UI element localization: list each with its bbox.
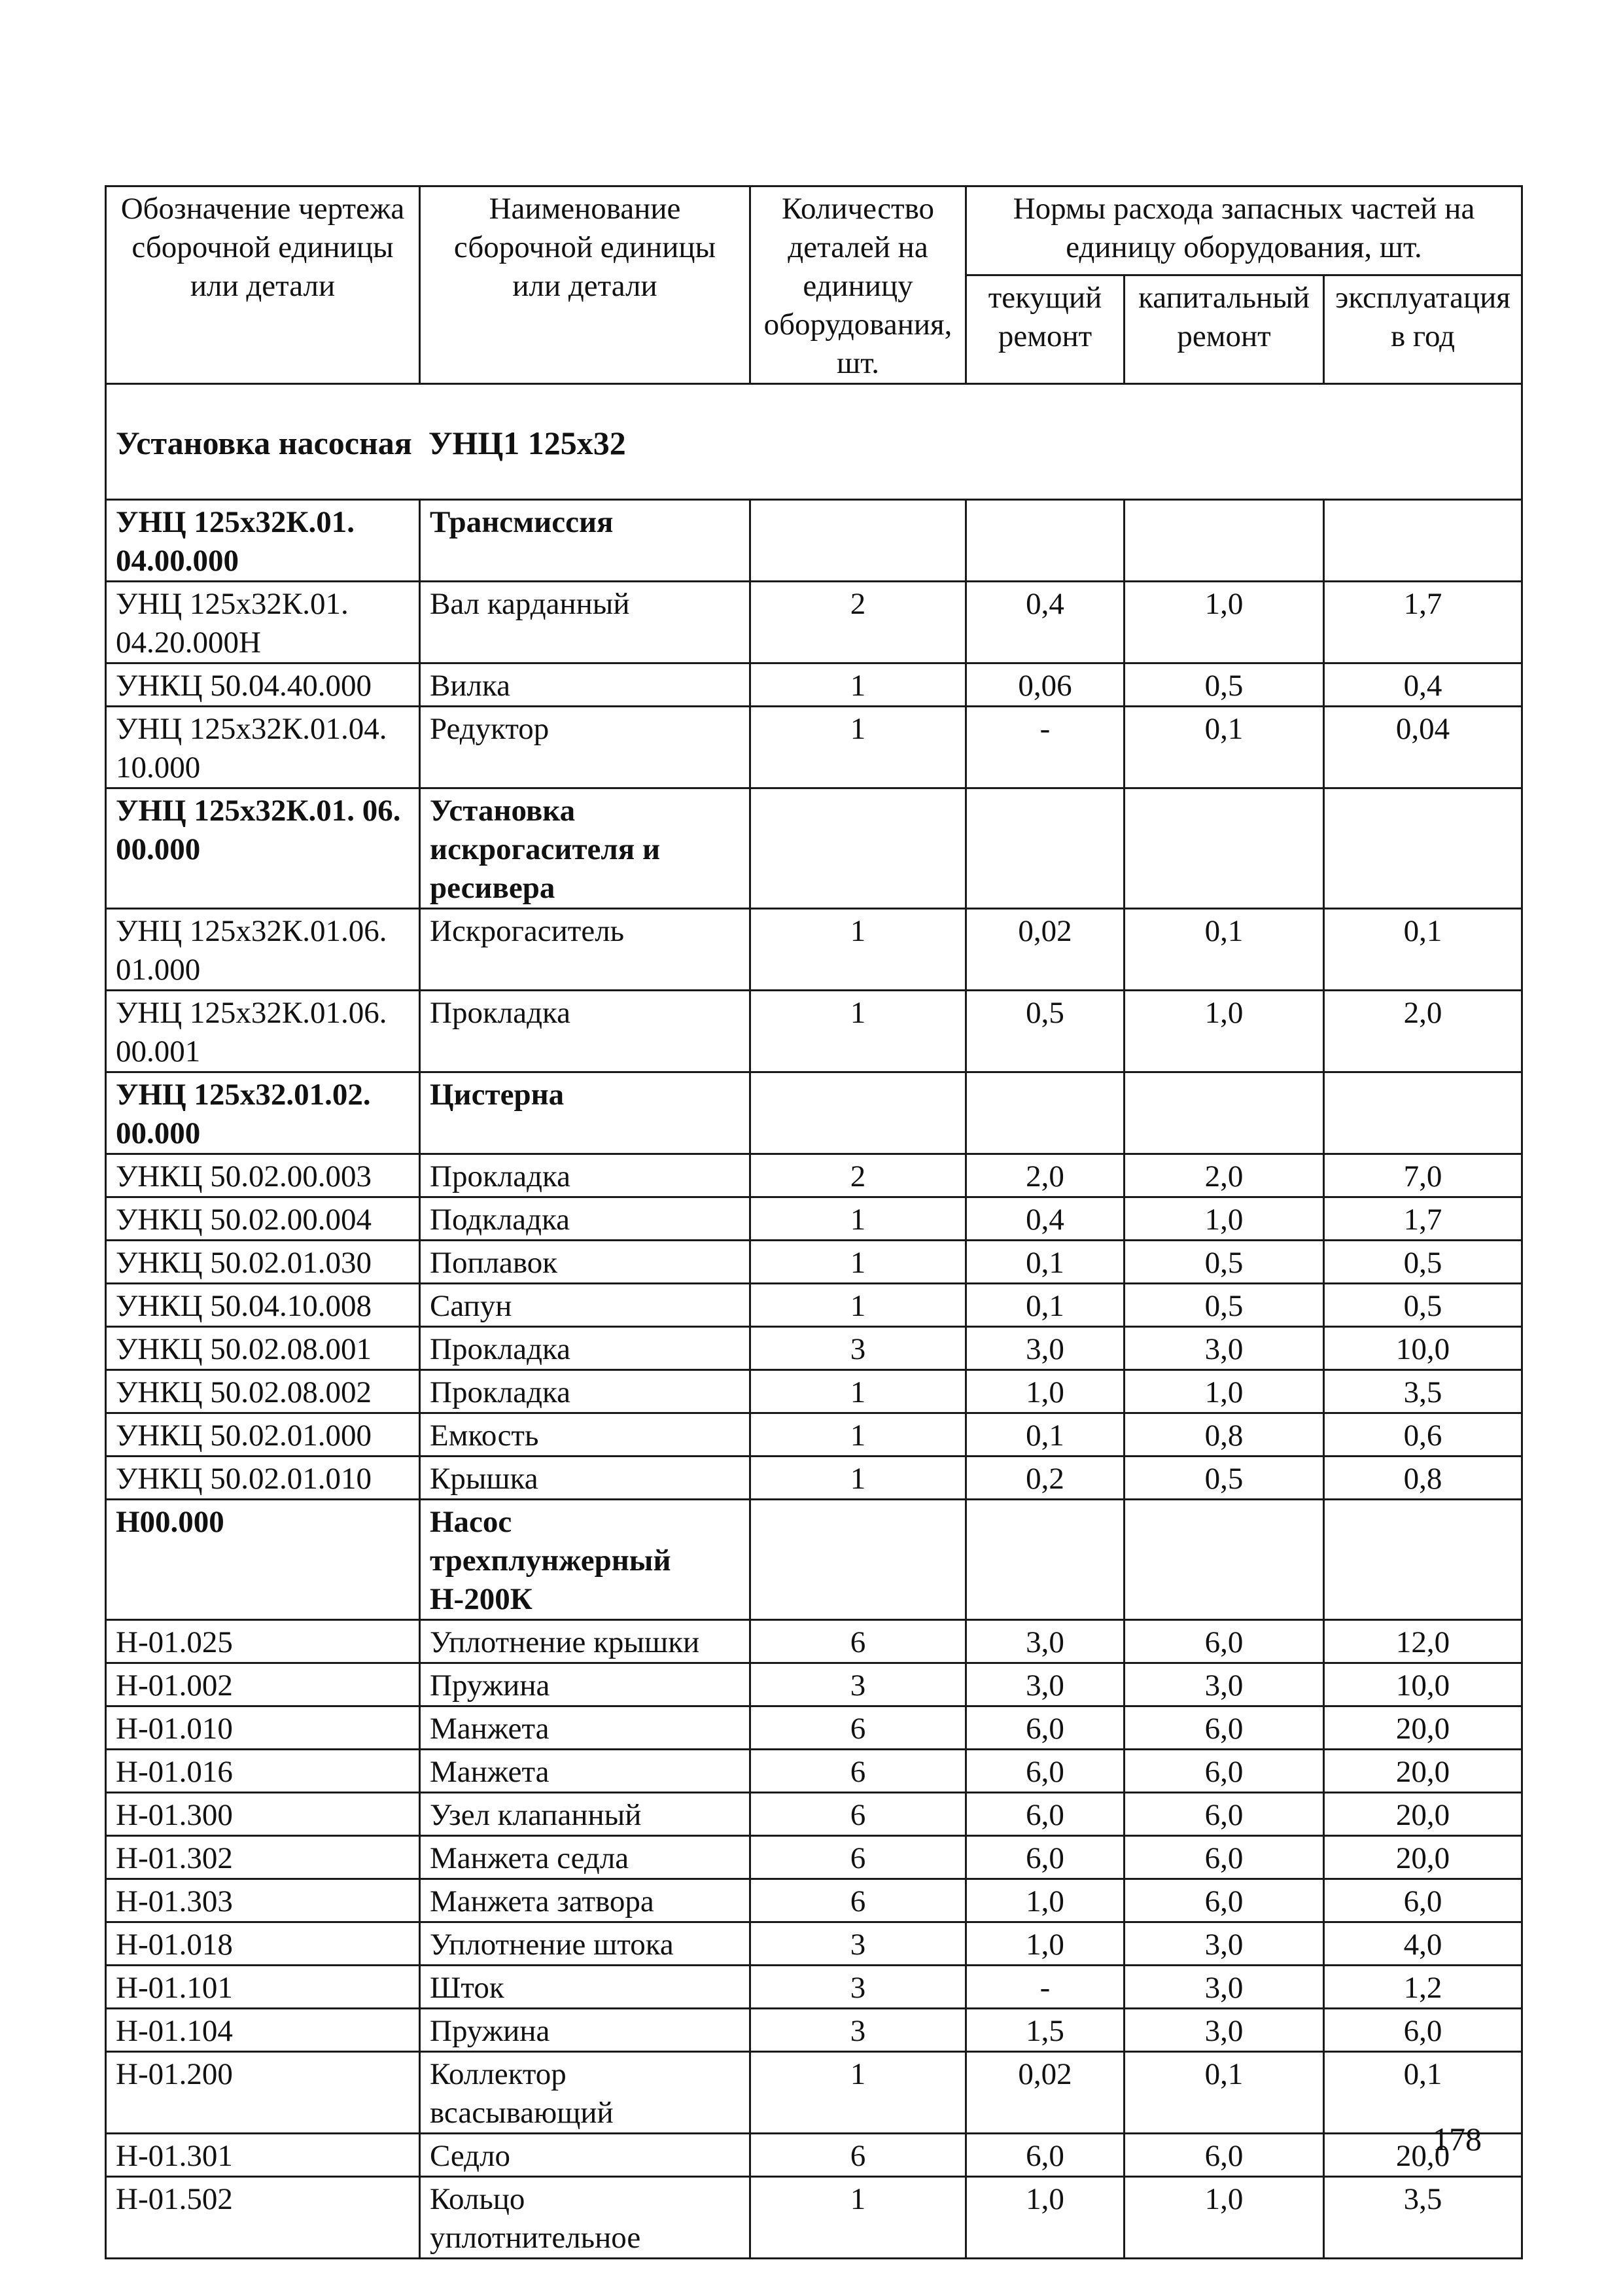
capital-repair-cell: 6,0 <box>1125 1706 1324 1750</box>
name-cell: Уплотнение штока <box>420 1922 750 1966</box>
current-repair-cell: 3,0 <box>966 1663 1125 1706</box>
current-repair-cell: 1,0 <box>966 2177 1125 2259</box>
drawing-cell: Н-01.018 <box>106 1922 420 1966</box>
quantity-cell: 1 <box>750 1284 966 1327</box>
quantity-cell: 3 <box>750 2009 966 2052</box>
table-row <box>106 500 1522 582</box>
current-repair-cell: 0,4 <box>966 1197 1125 1241</box>
table-row <box>106 1197 1522 1241</box>
current-repair-cell: 0,2 <box>966 1457 1125 1500</box>
drawing-cell: УНЦ 125х32К.01. 04.00.000 <box>106 500 420 582</box>
capital-repair-cell: 0,5 <box>1125 1457 1324 1500</box>
operation-cell: 0,5 <box>1324 1284 1522 1327</box>
operation-cell: 0,5 <box>1324 1241 1522 1284</box>
quantity-cell <box>750 500 966 582</box>
capital-repair-cell: 2,0 <box>1125 1154 1324 1197</box>
current-repair-cell: 6,0 <box>966 2134 1125 2177</box>
drawing-cell: Н-01.301 <box>106 2134 420 2177</box>
drawing-cell: УНКЦ 50.02.01.010 <box>106 1457 420 1500</box>
operation-cell: 10,0 <box>1324 1663 1522 1706</box>
current-repair-cell <box>966 1500 1125 1620</box>
drawing-cell: УНКЦ 50.02.01.030 <box>106 1241 420 1284</box>
drawing-cell: УНЦ 125х32К.01.04. 10.000 <box>106 707 420 788</box>
capital-repair-cell: 0,1 <box>1125 2052 1324 2134</box>
name-cell: Манжета <box>420 1706 750 1750</box>
current-repair-cell: 0,5 <box>966 991 1125 1072</box>
name-cell: Пружина <box>420 1663 750 1706</box>
name-cell: Емкость <box>420 1413 750 1457</box>
group-row <box>106 384 1522 500</box>
name-cell: Манжета седла <box>420 1836 750 1879</box>
operation-cell: 3,5 <box>1324 1370 1522 1413</box>
current-repair-cell <box>966 500 1125 582</box>
table-row <box>106 1663 1522 1706</box>
capital-repair-cell: 3,0 <box>1125 1663 1324 1706</box>
capital-repair-cell: 3,0 <box>1125 2009 1324 2052</box>
table-row <box>106 1750 1522 1793</box>
name-cell: Поплавок <box>420 1241 750 1284</box>
current-repair-cell: 0,06 <box>966 663 1125 707</box>
capital-repair-cell: 6,0 <box>1125 1793 1324 1836</box>
drawing-cell: Н-01.502 <box>106 2177 420 2259</box>
table-row <box>106 2134 1522 2177</box>
table-row <box>106 1370 1522 1413</box>
operation-cell: 2,0 <box>1324 991 1522 1072</box>
table-row <box>106 1241 1522 1284</box>
table-row <box>106 2009 1522 2052</box>
name-cell: Прокладка <box>420 1327 750 1370</box>
drawing-cell: УНКЦ 50.02.00.004 <box>106 1197 420 1241</box>
drawing-cell: Н-01.303 <box>106 1879 420 1922</box>
drawing-cell: Н-01.016 <box>106 1750 420 1793</box>
header-operation: эксплуатация в год <box>1324 275 1522 384</box>
capital-repair-cell: 6,0 <box>1125 1879 1324 1922</box>
name-cell: Пружина <box>420 2009 750 2052</box>
quantity-cell: 3 <box>750 1663 966 1706</box>
drawing-cell: УНЦ 125х32К.01.06. 01.000 <box>106 909 420 991</box>
capital-repair-cell: 6,0 <box>1125 1836 1324 1879</box>
name-cell: Прокладка <box>420 1370 750 1413</box>
table-row <box>106 1966 1522 2009</box>
operation-cell: 20,0 <box>1324 2134 1522 2177</box>
table-body <box>106 186 1522 2259</box>
quantity-cell: 6 <box>750 1620 966 1663</box>
capital-repair-cell <box>1125 500 1324 582</box>
quantity-cell: 3 <box>750 1966 966 2009</box>
quantity-cell: 1 <box>750 2177 966 2259</box>
quantity-cell: 1 <box>750 1241 966 1284</box>
name-cell: Манжета затвора <box>420 1879 750 1922</box>
name-cell: Редуктор <box>420 707 750 788</box>
capital-repair-cell: 6,0 <box>1125 1750 1324 1793</box>
header-norms: Нормы расхода запасных частей на единицу оборудования, шт. <box>966 186 1522 275</box>
table-row <box>106 1706 1522 1750</box>
name-cell: Вал карданный <box>420 582 750 663</box>
capital-repair-cell: 1,0 <box>1125 991 1324 1072</box>
drawing-cell: Н00.000 <box>106 1500 420 1620</box>
capital-repair-cell: 3,0 <box>1125 1327 1324 1370</box>
current-repair-cell: 6,0 <box>966 1706 1125 1750</box>
drawing-cell: УНЦ 125х32.01.02. 00.000 <box>106 1072 420 1154</box>
table-row <box>106 2052 1522 2134</box>
drawing-cell: УНКЦ 50.04.10.008 <box>106 1284 420 1327</box>
table-row <box>106 1284 1522 1327</box>
capital-repair-cell: 0,5 <box>1125 1241 1324 1284</box>
current-repair-cell: 0,4 <box>966 582 1125 663</box>
name-cell: Цистерна <box>420 1072 750 1154</box>
name-cell: Крышка <box>420 1457 750 1500</box>
drawing-cell: Н-01.200 <box>106 2052 420 2134</box>
current-repair-cell: 0,1 <box>966 1413 1125 1457</box>
current-repair-cell: 6,0 <box>966 1750 1125 1793</box>
capital-repair-cell <box>1125 788 1324 909</box>
quantity-cell: 6 <box>750 1879 966 1922</box>
capital-repair-cell: 1,0 <box>1125 2177 1324 2259</box>
current-repair-cell: 3,0 <box>966 1327 1125 1370</box>
operation-cell: 20,0 <box>1324 1750 1522 1793</box>
page-number: 178 <box>1433 2121 1482 2157</box>
name-cell: Установка искрогасителя и ресивера <box>420 788 750 909</box>
operation-cell <box>1324 1500 1522 1620</box>
capital-repair-cell <box>1125 1500 1324 1620</box>
capital-repair-cell: 0,1 <box>1125 909 1324 991</box>
operation-cell: 4,0 <box>1324 1922 1522 1966</box>
table-row <box>106 1500 1522 1620</box>
table-row <box>106 1793 1522 1836</box>
capital-repair-cell: 0,1 <box>1125 707 1324 788</box>
current-repair-cell: 0,02 <box>966 909 1125 991</box>
quantity-cell: 1 <box>750 1370 966 1413</box>
name-cell: Сапун <box>420 1284 750 1327</box>
quantity-cell <box>750 1500 966 1620</box>
name-cell: Прокладка <box>420 1154 750 1197</box>
drawing-cell: УНЦ 125х32К.01. 04.20.000Н <box>106 582 420 663</box>
header-current-repair: текущий ремонт <box>966 275 1125 384</box>
operation-cell: 0,1 <box>1324 2052 1522 2134</box>
header-capital-repair: капитальный ремонт <box>1125 275 1324 384</box>
operation-cell: 1,7 <box>1324 582 1522 663</box>
quantity-cell: 1 <box>750 707 966 788</box>
operation-cell: 1,7 <box>1324 1197 1522 1241</box>
operation-cell: 20,0 <box>1324 1706 1522 1750</box>
capital-repair-cell: 3,0 <box>1125 1966 1324 2009</box>
capital-repair-cell: 0,5 <box>1125 1284 1324 1327</box>
table-row <box>106 1922 1522 1966</box>
operation-cell: 0,6 <box>1324 1413 1522 1457</box>
name-cell: Коллектор всасывающий <box>420 2052 750 2134</box>
quantity-cell: 2 <box>750 582 966 663</box>
current-repair-cell: 6,0 <box>966 1836 1125 1879</box>
operation-cell: 7,0 <box>1324 1154 1522 1197</box>
name-cell: Узел клапанный <box>420 1793 750 1836</box>
capital-repair-cell: 3,0 <box>1125 1922 1324 1966</box>
current-repair-cell: 1,0 <box>966 1370 1125 1413</box>
operation-cell: 20,0 <box>1324 1836 1522 1879</box>
capital-repair-cell: 1,0 <box>1125 1197 1324 1241</box>
operation-cell <box>1324 500 1522 582</box>
capital-repair-cell: 1,0 <box>1125 582 1324 663</box>
drawing-cell: УНКЦ 50.02.08.002 <box>106 1370 420 1413</box>
operation-cell: 0,04 <box>1324 707 1522 788</box>
table-row <box>106 582 1522 663</box>
capital-repair-cell: 6,0 <box>1125 2134 1324 2177</box>
drawing-cell: Н-01.104 <box>106 2009 420 2052</box>
drawing-cell: УНЦ 125х32К.01. 06. 00.000 <box>106 788 420 909</box>
name-cell: Трансмиссия <box>420 500 750 582</box>
table-row <box>106 991 1522 1072</box>
quantity-cell <box>750 1072 966 1154</box>
operation-cell <box>1324 788 1522 909</box>
quantity-cell: 1 <box>750 1197 966 1241</box>
capital-repair-cell: 6,0 <box>1125 1620 1324 1663</box>
quantity-cell: 3 <box>750 1327 966 1370</box>
group-title: Установка насосная УНЦ1 125х32 <box>106 384 1522 500</box>
table-row <box>106 707 1522 788</box>
current-repair-cell: 0,1 <box>966 1284 1125 1327</box>
quantity-cell: 1 <box>750 1413 966 1457</box>
name-cell: Манжета <box>420 1750 750 1793</box>
quantity-cell: 6 <box>750 1750 966 1793</box>
current-repair-cell: 1,5 <box>966 2009 1125 2052</box>
drawing-cell: УНКЦ 50.04.40.000 <box>106 663 420 707</box>
table-row <box>106 788 1522 909</box>
operation-cell: 20,0 <box>1324 1793 1522 1836</box>
header-drawing: Обозначение чертежа сборочной единицы или детали <box>106 186 420 384</box>
capital-repair-cell: 1,0 <box>1125 1370 1324 1413</box>
quantity-cell: 6 <box>750 1836 966 1879</box>
current-repair-cell <box>966 788 1125 909</box>
capital-repair-cell: 0,5 <box>1125 663 1324 707</box>
header-name: Наименование сборочной единицы или детали <box>420 186 750 384</box>
operation-cell: 0,1 <box>1324 909 1522 991</box>
quantity-cell: 1 <box>750 991 966 1072</box>
current-repair-cell: 0,1 <box>966 1241 1125 1284</box>
name-cell: Уплотнение крышки <box>420 1620 750 1663</box>
quantity-cell: 1 <box>750 663 966 707</box>
name-cell: Седло <box>420 2134 750 2177</box>
table-row <box>106 909 1522 991</box>
name-cell: Вилка <box>420 663 750 707</box>
drawing-cell: Н-01.002 <box>106 1663 420 1706</box>
operation-cell: 0,8 <box>1324 1457 1522 1500</box>
header-quantity: Количество деталей на единицу оборудования, шт. <box>750 186 966 384</box>
name-cell: Насос трехплунжерный Н-200К <box>420 1500 750 1620</box>
quantity-cell: 1 <box>750 909 966 991</box>
quantity-cell: 1 <box>750 2052 966 2134</box>
drawing-cell: Н-01.101 <box>106 1966 420 2009</box>
name-cell: Прокладка <box>420 991 750 1072</box>
quantity-cell: 6 <box>750 1706 966 1750</box>
drawing-cell: Н-01.302 <box>106 1836 420 1879</box>
current-repair-cell: - <box>966 1966 1125 2009</box>
table-row <box>106 1072 1522 1154</box>
operation-cell: 6,0 <box>1324 1879 1522 1922</box>
operation-cell <box>1324 1072 1522 1154</box>
drawing-cell: УНКЦ 50.02.08.001 <box>106 1327 420 1370</box>
spare-parts-table <box>105 185 1523 2259</box>
drawing-cell: УНКЦ 50.02.01.000 <box>106 1413 420 1457</box>
drawing-cell: Н-01.010 <box>106 1706 420 1750</box>
quantity-cell: 3 <box>750 1922 966 1966</box>
table-row <box>106 1836 1522 1879</box>
current-repair-cell: 1,0 <box>966 1879 1125 1922</box>
current-repair-cell: 6,0 <box>966 1793 1125 1836</box>
capital-repair-cell: 0,8 <box>1125 1413 1324 1457</box>
quantity-cell: 6 <box>750 1793 966 1836</box>
operation-cell: 12,0 <box>1324 1620 1522 1663</box>
current-repair-cell <box>966 1072 1125 1154</box>
table-row <box>106 663 1522 707</box>
quantity-cell <box>750 788 966 909</box>
capital-repair-cell <box>1125 1072 1324 1154</box>
quantity-cell: 1 <box>750 1457 966 1500</box>
current-repair-cell: 1,0 <box>966 1922 1125 1966</box>
drawing-cell: УНЦ 125х32К.01.06. 00.001 <box>106 991 420 1072</box>
drawing-cell: УНКЦ 50.02.00.003 <box>106 1154 420 1197</box>
table-row <box>106 1154 1522 1197</box>
table-row <box>106 2177 1522 2259</box>
current-repair-cell: 2,0 <box>966 1154 1125 1197</box>
table-row <box>106 1327 1522 1370</box>
name-cell: Шток <box>420 1966 750 2009</box>
operation-cell: 3,5 <box>1324 2177 1522 2259</box>
table-row <box>106 1413 1522 1457</box>
header-row <box>106 186 1522 275</box>
current-repair-cell: 0,02 <box>966 2052 1125 2134</box>
quantity-cell: 6 <box>750 2134 966 2177</box>
operation-cell: 0,4 <box>1324 663 1522 707</box>
drawing-cell: Н-01.300 <box>106 1793 420 1836</box>
name-cell: Искрогаситель <box>420 909 750 991</box>
name-cell: Подкладка <box>420 1197 750 1241</box>
name-cell: Кольцо уплотнительное <box>420 2177 750 2259</box>
table-row <box>106 1620 1522 1663</box>
table-row <box>106 1457 1522 1500</box>
operation-cell: 6,0 <box>1324 2009 1522 2052</box>
operation-cell: 1,2 <box>1324 1966 1522 2009</box>
current-repair-cell: 3,0 <box>966 1620 1125 1663</box>
table-row <box>106 1879 1522 1922</box>
quantity-cell: 2 <box>750 1154 966 1197</box>
drawing-cell: Н-01.025 <box>106 1620 420 1663</box>
operation-cell: 10,0 <box>1324 1327 1522 1370</box>
current-repair-cell: - <box>966 707 1125 788</box>
